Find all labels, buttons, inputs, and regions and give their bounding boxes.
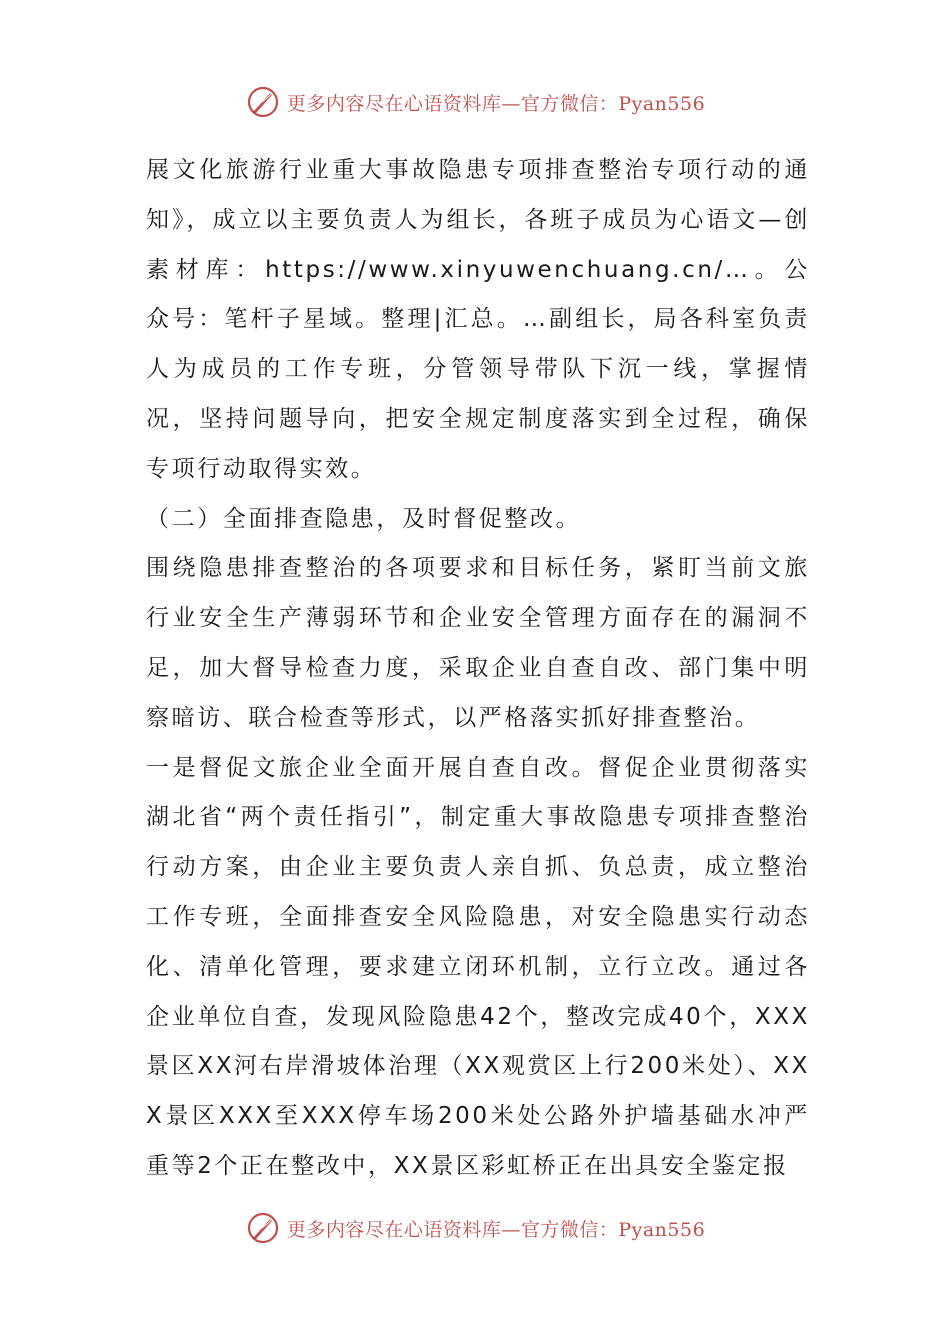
paragraph-4: 一是督促文旅企业全面开展自查自改。督促企业贯彻落实湖北省“两个责任指引”，制定重大事故隐患专项排查整治行动方案，由企业主要负责人亲自抓、负总责，成立整治工作专班，全面排查安全风险隐患，对安全隐患实行动态化、清单化管理，要求建立闭环机制，立行立改。通过各企业单位自查，发现风险隐患42个，整改完成40个，XXX景区XX河右岸滑坡体治理（XX观赏区上行200米处）、XXX景区XXX至XXX停车场200米处公路外护墙基础水冲严重等2个正在整改中，XX景区彩虹桥正在出具安全鉴定报	[146, 754, 810, 1179]
header-banner	[0, 80, 950, 124]
document-body	[146, 146, 810, 1192]
quill-logo-icon	[245, 1210, 281, 1246]
footer-banner-text: 更多内容尽在心语资料库—官方微信：Pyan556	[286, 1218, 706, 1241]
paragraph-3: 围绕隐患排查整治的各项要求和目标任务，紧盯当前文旅行业安全生产薄弱环节和企业安全管理方面存在的漏洞不足，加大督导检查力度，采取企业自查自改、部门集中明察暗访、联合检查等形式，以严格落实抓好排查整治。	[146, 555, 810, 731]
quill-logo-icon	[245, 84, 281, 120]
footer-banner	[0, 1206, 950, 1250]
paragraph-1: 展文化旅游行业重大事故隐患专项排查整治专项行动的通知》，成立以主要负责人为组长，各班子成员为心语文—创素材库：https://www.xinyuwenchuang.cn/…。公众号：笔杆子星域。整理|汇总。…副组长，局各科室负责人为成员的工作专班，分管领导带队下沉一线，掌握情况，坚持问题导向，把安全规定制度落实到全过程，确保专项行动取得实效。	[146, 157, 810, 482]
header-banner-text: 更多内容尽在心语资料库—官方微信：Pyan556	[286, 92, 706, 115]
section-heading-2: （二）全面排查隐患，及时督促整改。	[146, 505, 582, 532]
